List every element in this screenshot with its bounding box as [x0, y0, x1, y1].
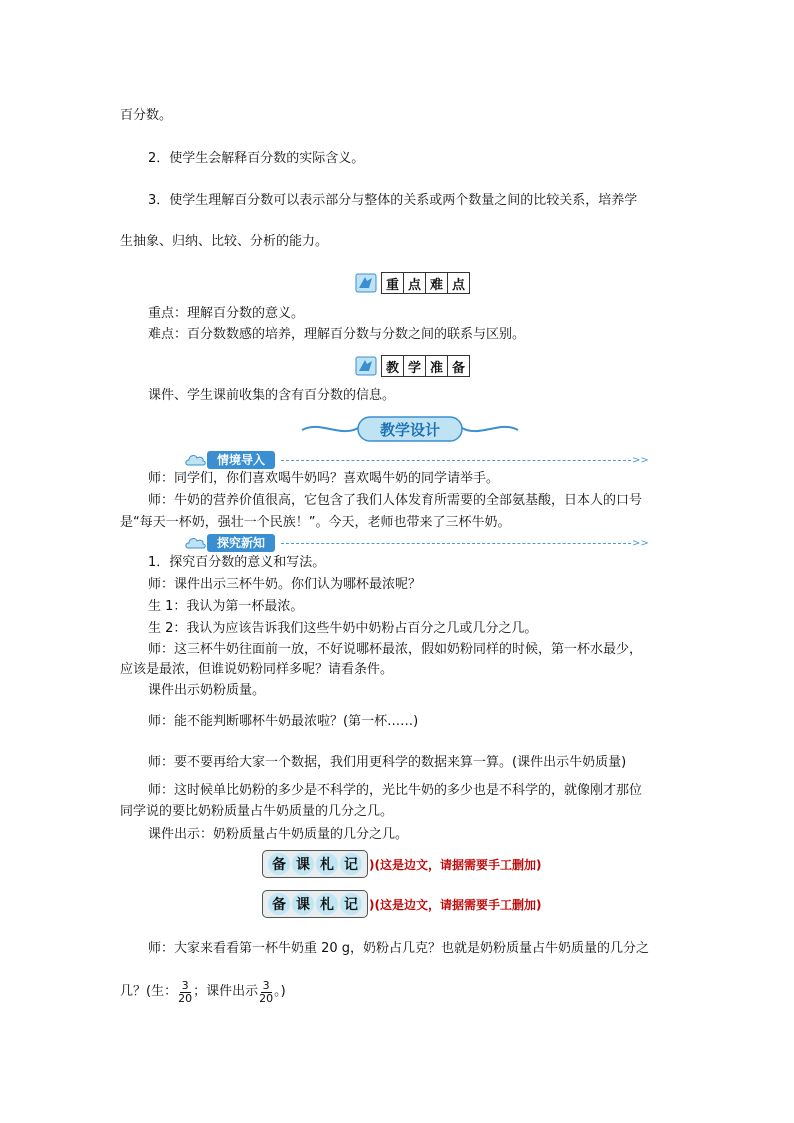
heading-preparation [355, 355, 470, 377]
book-icon [355, 272, 377, 294]
section-intro [185, 451, 649, 469]
cloud-icon [185, 451, 207, 469]
fraction-numerator: 3 [181, 978, 189, 992]
fraction-numerator: 3 [262, 978, 270, 992]
text-line: 师：同学们，你们喜欢喝牛奶吗？喜欢喝牛奶的同学请举手。 [148, 471, 500, 486]
text-line: 师：这时候单比奶粉的多少是不科学的，光比牛奶的多少也是不科学的，就像刚才那位 [148, 783, 643, 798]
fraction-denominator: 20 [259, 991, 274, 1005]
heading-char: 准 [426, 356, 448, 376]
notes-char: 札 [316, 893, 338, 915]
heading-key-points [355, 272, 470, 294]
notes-char: 备 [268, 853, 290, 875]
text-line: 生 1：我认为第一杯最浓。 [148, 599, 304, 614]
notes-char: 记 [340, 893, 362, 915]
section-label: 情境导入 [207, 451, 275, 469]
book-icon [355, 355, 377, 377]
section-label: 探究新知 [207, 534, 275, 552]
text-line: 生 2：我认为应该告诉我们这些牛奶中奶粉占百分之几或几分之几。 [148, 621, 538, 636]
lesson-notes-box [262, 850, 541, 878]
notes-char: 备 [268, 893, 290, 915]
fraction-denominator: 20 [178, 991, 193, 1005]
notes-char: 课 [292, 893, 314, 915]
heading-char: 点 [451, 277, 465, 293]
text-line: 师：大家来看看第一杯牛奶重 20 g，奶粉占几克？也就是奶粉质量占牛奶质量的几分之 [148, 941, 650, 956]
text-line: 师：要不要再给大家一个数据，我们用更科学的数据来算一算。(课件出示牛奶质量) [148, 755, 627, 770]
text-line: 师：这三杯牛奶往面前一放，不好说哪杯最浓，假如奶粉同样的时候，第一杯水最少， [148, 642, 643, 657]
text-line: 师：课件出示三杯牛奶。你们认为哪杯最浓呢？ [148, 577, 422, 592]
notes-remark: )(这是边文，请据需要手工删加) [369, 897, 542, 912]
heading-char: 重 [382, 273, 404, 293]
dashed-rule [281, 460, 631, 461]
dashed-rule [281, 543, 631, 544]
heading-char: 教 [382, 356, 404, 376]
arrow-icon: >> [632, 537, 649, 549]
text-segment: ；课件出示 [193, 984, 259, 999]
text-segment: 几？(生： [120, 984, 178, 999]
section-explore [185, 534, 649, 552]
heading-char: 学 [404, 356, 426, 376]
banner-teaching-design [300, 414, 520, 444]
text-line: 生抽象、归纳、比较、分析的能力。 [120, 234, 329, 249]
arrow-icon: >> [632, 454, 649, 466]
lesson-notes-box [262, 890, 541, 918]
banner-title: 教学设计 [379, 420, 440, 439]
text-line: 难点：百分数数感的培养，理解百分数与分数之间的联系与区别。 [148, 327, 526, 342]
text-line: 课件、学生课前收集的含有百分数的信息。 [148, 388, 396, 403]
text-line-with-fractions [120, 977, 286, 1007]
text-line: 应该是最浓，但谁说奶粉同样多呢？请看条件。 [120, 662, 394, 677]
text-segment: 。) [274, 984, 286, 999]
text-line: 3．使学生理解百分数可以表示部分与整体的关系或两个数量之间的比较关系，培养学 [148, 193, 638, 208]
text-line: 2．使学生会解释百分数的实际含义。 [148, 151, 365, 166]
heading-char: 备 [451, 360, 465, 376]
fraction [259, 980, 273, 1005]
text-line: 课件出示奶粉质量。 [148, 683, 266, 698]
notes-char: 记 [340, 853, 362, 875]
text-line: 课件出示：奶粉质量占牛奶质量的几分之几。 [148, 827, 409, 842]
text-line: 师：牛奶的营养价值很高，它包含了我们人体发育所需要的全部氨基酸，日本人的口号 [148, 493, 643, 508]
heading-char: 难 [426, 273, 448, 293]
text-line: 百分数。 [120, 108, 173, 123]
text-line: 1．探究百分数的意义和写法。 [148, 555, 326, 570]
text-line: 是“每天一杯奶，强壮一个民族！”。今天，老师也带来了三杯牛奶。 [120, 515, 511, 530]
text-line: 同学说的要比奶粉质量占牛奶质量的几分之几。 [120, 804, 394, 819]
text-line: 师：能不能判断哪杯牛奶最浓啦？(第一杯……) [148, 714, 419, 729]
notes-char: 课 [292, 853, 314, 875]
notes-remark: )(这是边文，请据需要手工删加) [369, 857, 542, 872]
heading-char: 点 [404, 273, 426, 293]
fraction [178, 980, 192, 1005]
cloud-icon [185, 534, 207, 552]
notes-char: 札 [316, 853, 338, 875]
text-line: 重点：理解百分数的意义。 [148, 306, 305, 321]
